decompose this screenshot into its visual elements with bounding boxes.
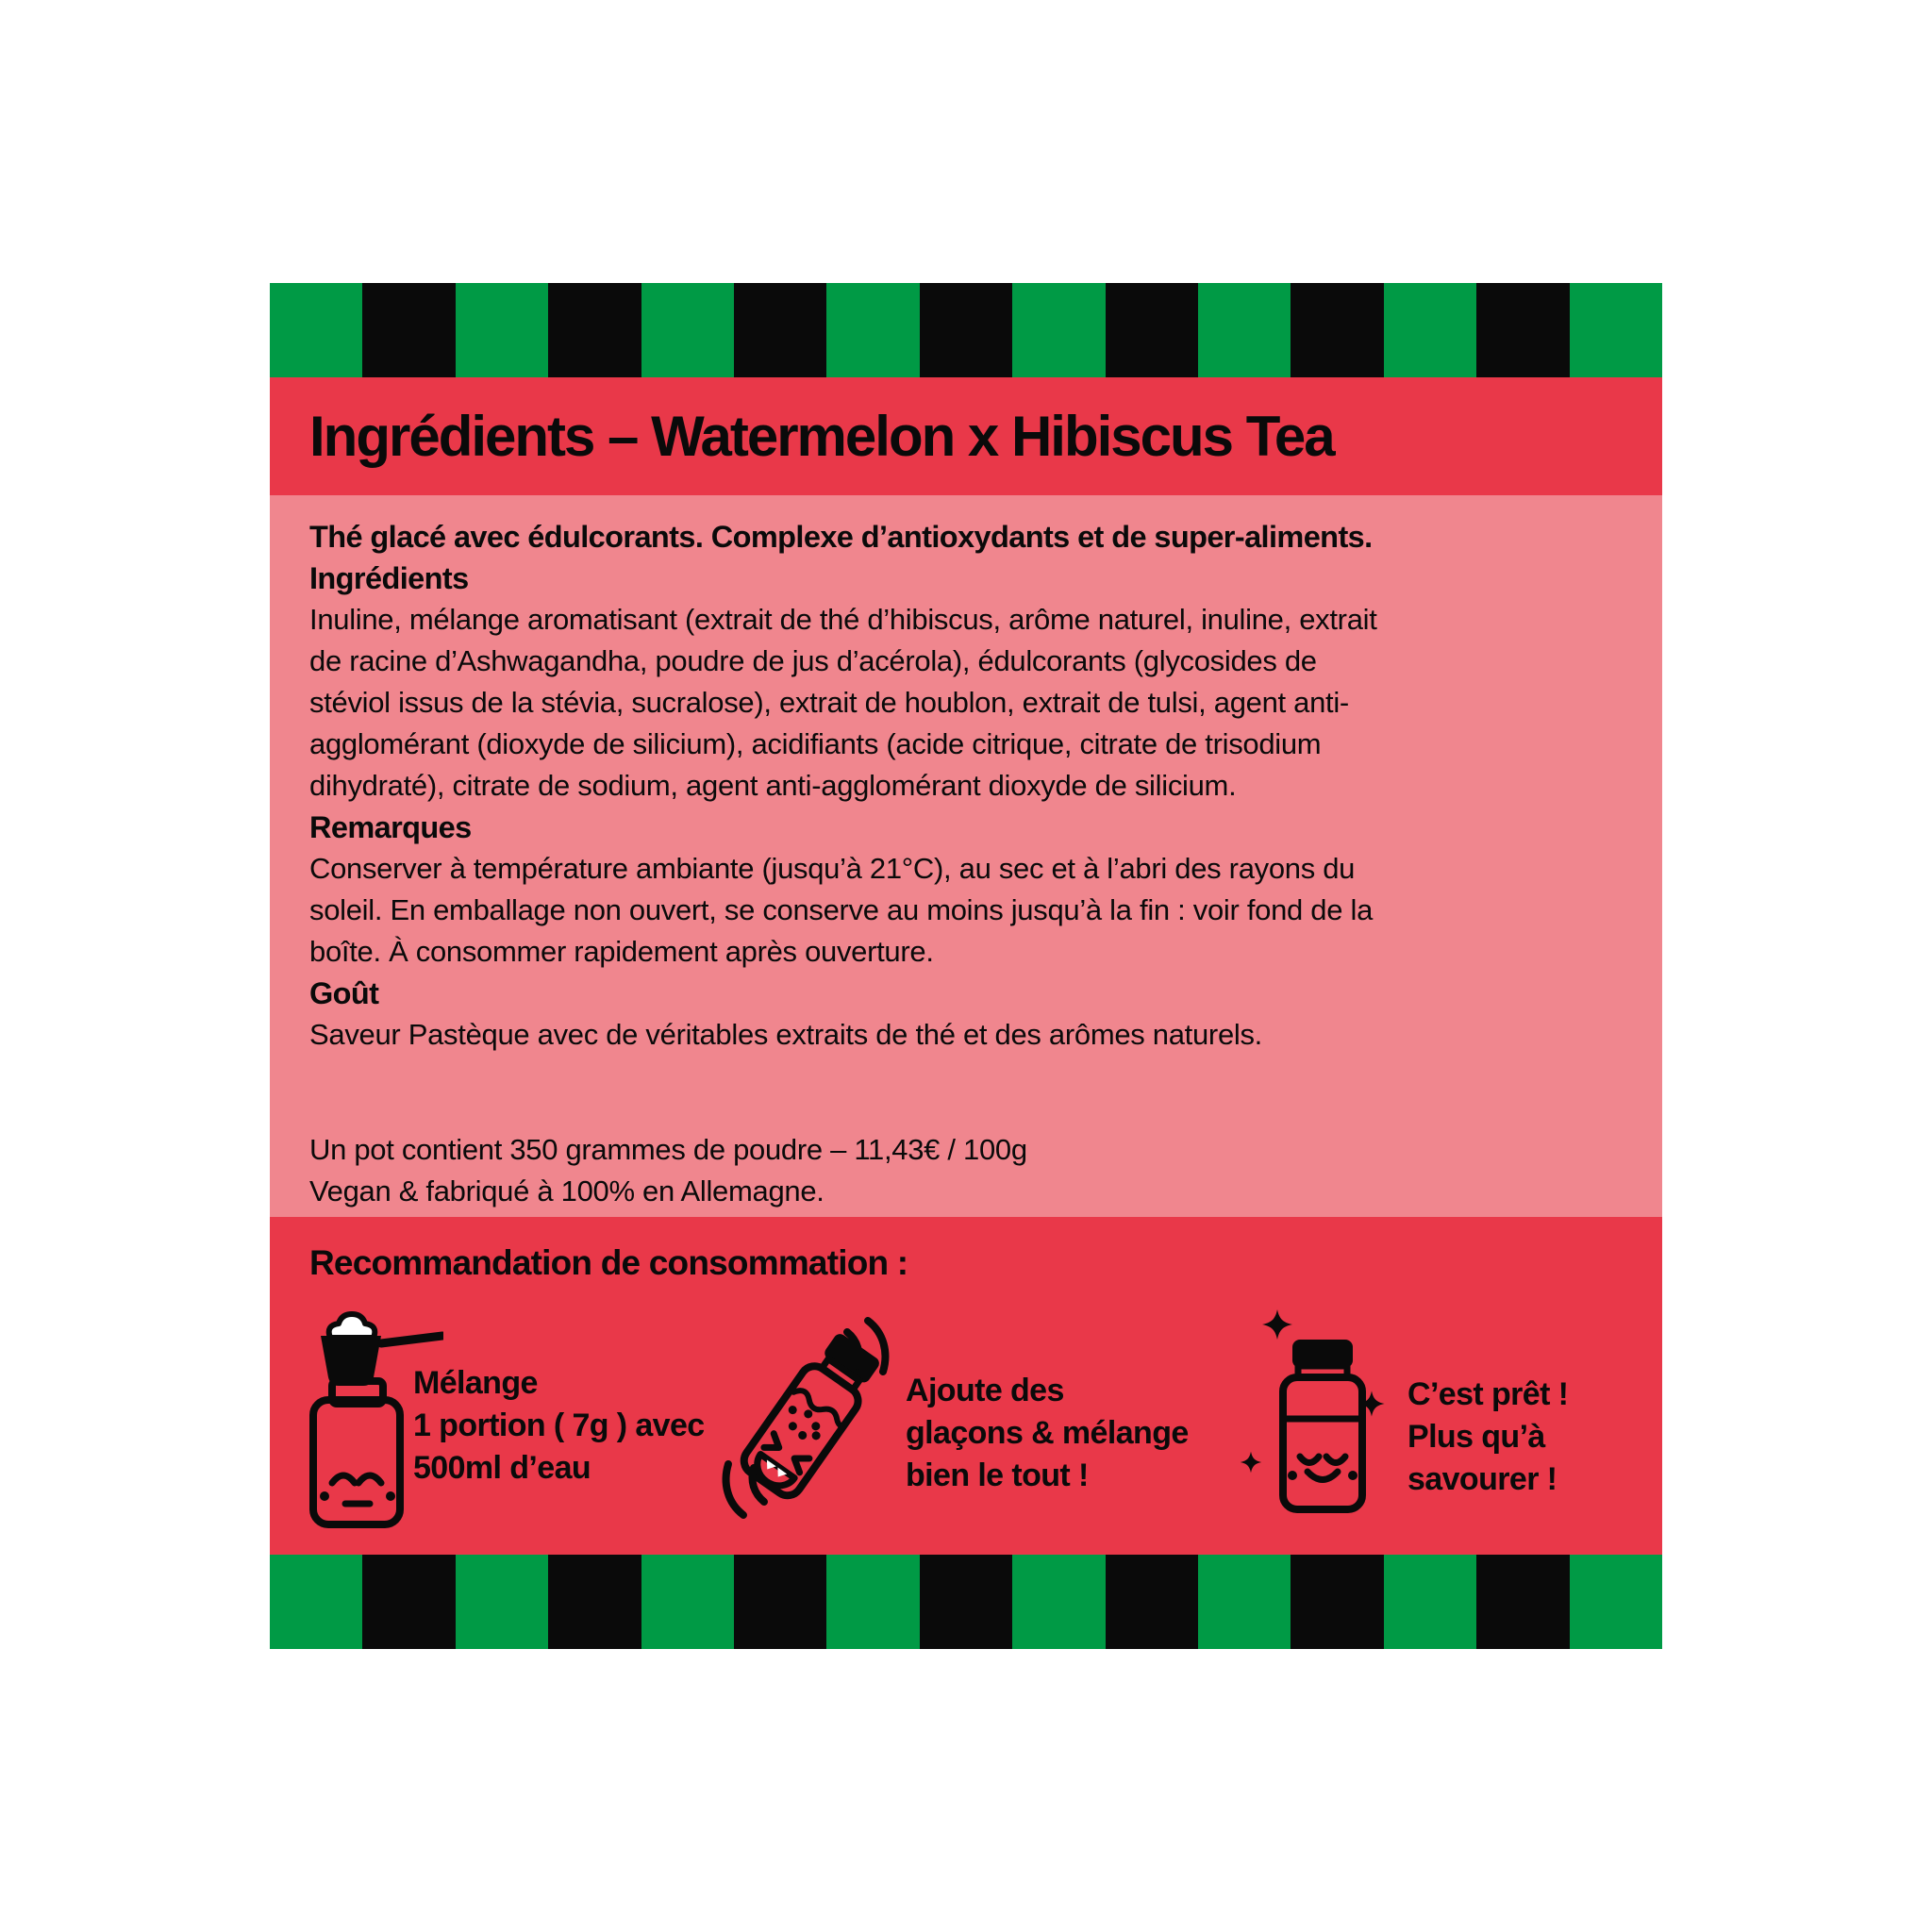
watermelon-stripe xyxy=(826,283,919,377)
intro-line: Thé glacé avec édulcorants. Complexe d’antioxydants et de super-aliments. xyxy=(309,520,1373,554)
watermelon-stripe xyxy=(826,1555,919,1649)
watermelon-stripe xyxy=(548,283,641,377)
product-label xyxy=(270,283,1662,1649)
step-shake-text: Ajoute des glaçons & mélange bien le tout ! xyxy=(906,1373,1189,1493)
remarks-text-line: Conserver à température ambiante (jusqu’à 21°C), au sec et à l’abri des rayons du xyxy=(309,852,1356,885)
watermelon-stripe xyxy=(641,283,734,377)
step-enjoy-text: C’est prêt ! Plus qu’à savourer ! xyxy=(1407,1376,1569,1497)
vegan-line: Vegan & fabriqué à 100% en Allemagne. xyxy=(309,1174,824,1208)
watermelon-stripe xyxy=(920,1555,1012,1649)
watermelon-stripe xyxy=(1198,283,1291,377)
page-title: Ingrédients – Watermelon x Hibiscus Tea xyxy=(309,405,1334,468)
remarks-text-line: boîte. À consommer rapidement après ouverture. xyxy=(309,935,934,968)
watermelon-stripe xyxy=(456,1555,548,1649)
watermelon-stripe xyxy=(1198,1555,1291,1649)
watermelon-stripe xyxy=(1012,283,1105,377)
watermelon-stripe xyxy=(1106,283,1198,377)
ingredients-text-line: stéviol issus de la stévia, sucralose), extrait de houblon, extrait de tulsi, agent anti- xyxy=(309,686,1349,719)
step-mix-text: Mélange 1 portion ( 7g ) avec 500ml d’eau xyxy=(413,1365,705,1486)
watermelon-stripe xyxy=(362,283,455,377)
ingredients-text-line: dihydraté), citrate de sodium, agent anti-agglomérant dioxyde de silicium. xyxy=(309,769,1237,802)
watermelon-stripe xyxy=(1384,1555,1476,1649)
watermelon-stripe xyxy=(1570,283,1662,377)
watermelon-stripe xyxy=(734,1555,826,1649)
watermelon-stripe xyxy=(1476,1555,1569,1649)
watermelon-stripe xyxy=(456,283,548,377)
watermelon-stripe xyxy=(1012,1555,1105,1649)
watermelon-stripe xyxy=(641,1555,734,1649)
ingredients-text-line: agglomérant (dioxyde de silicium), acidifiants (acide citrique, citrate de trisodium xyxy=(309,727,1322,760)
shaking-bottle-icon xyxy=(706,1307,908,1529)
top-stripe-band xyxy=(270,283,1662,377)
bottom-stripe-band xyxy=(270,1555,1662,1649)
watermelon-stripe xyxy=(1291,283,1383,377)
remarks-heading: Remarques xyxy=(309,810,472,844)
taste-text-line: Saveur Pastèque avec de véritables extraits de thé et des arômes naturels. xyxy=(309,1018,1262,1051)
ready-bottle-icon xyxy=(1240,1307,1395,1529)
description-section xyxy=(270,495,1662,1217)
watermelon-stripe xyxy=(1106,1555,1198,1649)
pack-size-line: Un pot contient 350 grammes de poudre – 11,43€ / 100g xyxy=(309,1133,1027,1166)
watermelon-stripe xyxy=(362,1555,455,1649)
watermelon-stripe xyxy=(270,1555,362,1649)
remarks-text-line: soleil. En emballage non ouvert, se conserve au moins jusqu’à la fin : voir fond de la xyxy=(309,893,1374,926)
recommendation-section xyxy=(270,1217,1662,1555)
watermelon-stripe xyxy=(548,1555,641,1649)
watermelon-stripe xyxy=(1570,1555,1662,1649)
watermelon-stripe xyxy=(270,283,362,377)
watermelon-stripe xyxy=(1476,283,1569,377)
watermelon-stripe xyxy=(734,283,826,377)
recommendation-title: Recommandation de consommation : xyxy=(309,1243,908,1282)
watermelon-stripe xyxy=(1384,283,1476,377)
ingredients-text-line: de racine d’Ashwagandha, poudre de jus d’acérola), édulcorants (glycosides de xyxy=(309,644,1317,677)
header-band xyxy=(270,377,1662,495)
ingredients-text-line: Inuline, mélange aromatisant (extrait de thé d’hibiscus, arôme naturel, inuline, extrait xyxy=(309,603,1377,636)
watermelon-stripe xyxy=(920,283,1012,377)
taste-heading: Goût xyxy=(309,976,379,1010)
watermelon-stripe xyxy=(1291,1555,1383,1649)
ingredients-heading: Ingrédients xyxy=(309,561,469,595)
